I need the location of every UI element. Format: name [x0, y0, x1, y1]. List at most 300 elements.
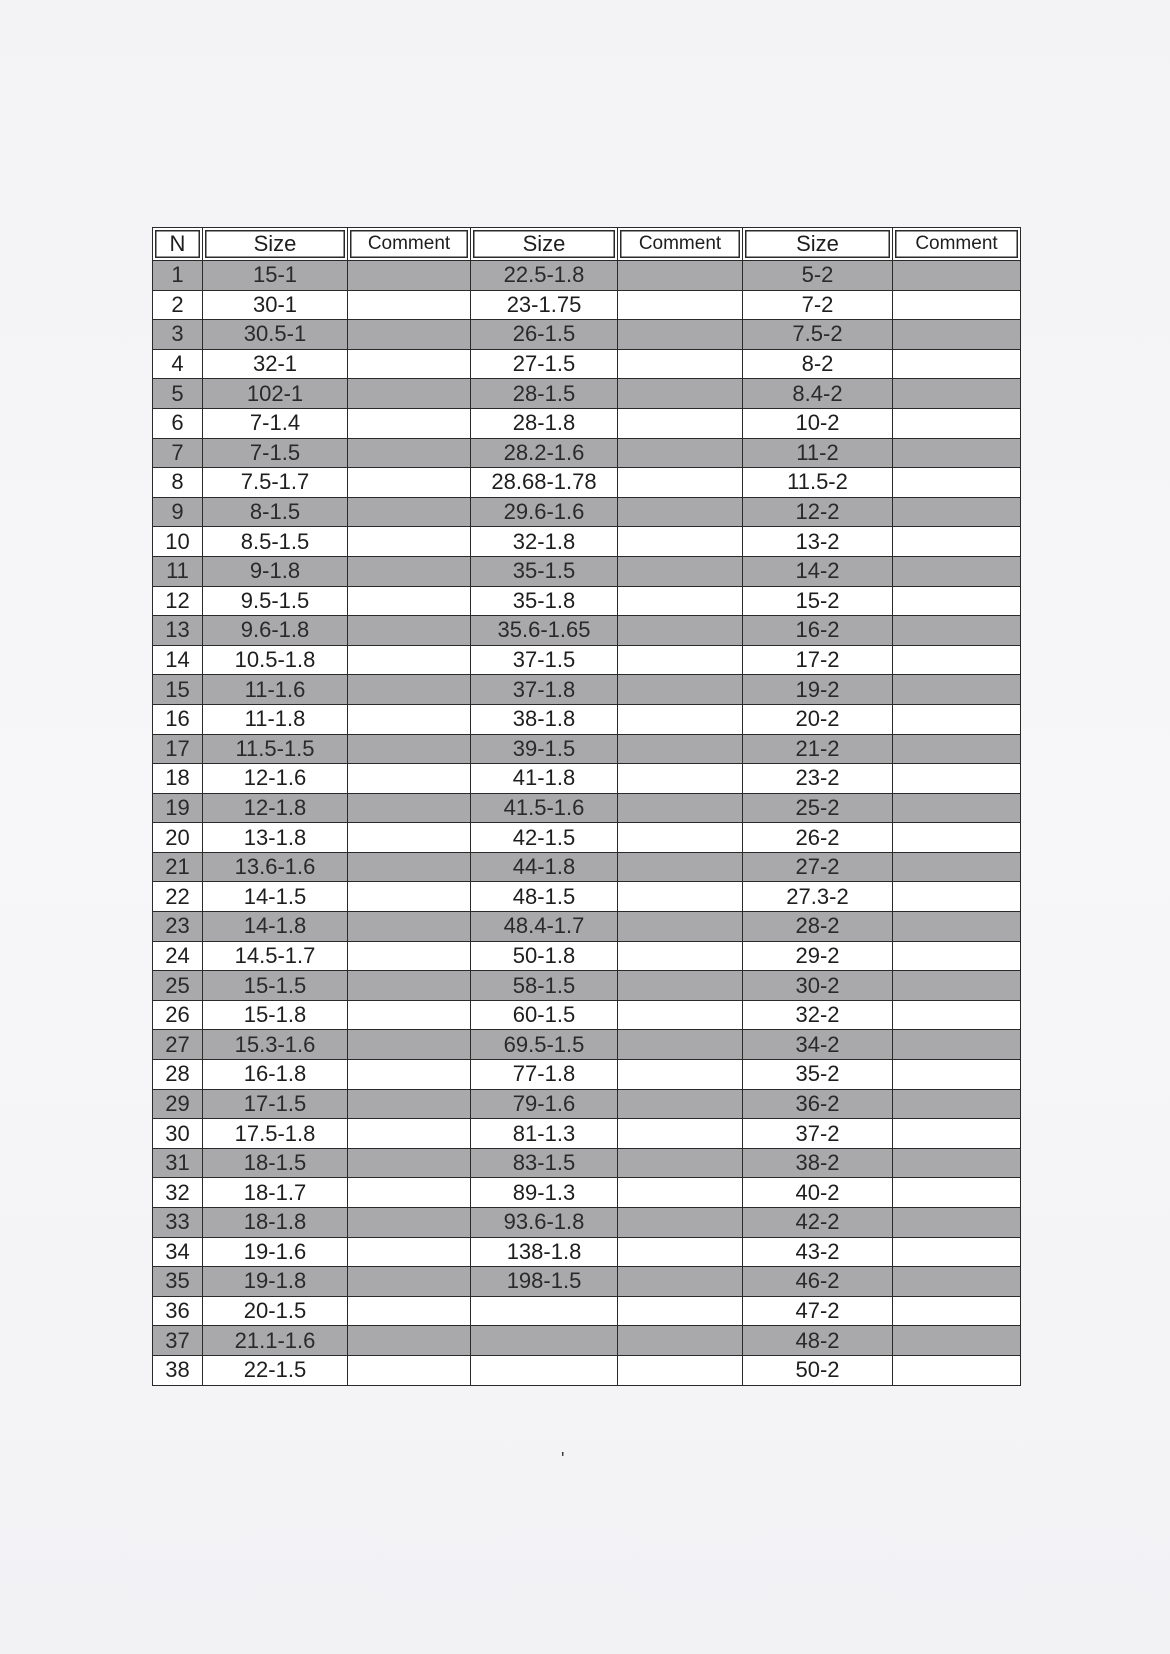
cell-comment-2[interactable]	[618, 556, 743, 586]
cell-comment-2[interactable]	[618, 408, 743, 438]
table-row	[153, 1089, 1021, 1119]
cell-size-2: 60-1.5	[471, 1000, 618, 1030]
cell-size-1: 14-1.8	[203, 912, 348, 942]
cell-comment-2[interactable]	[618, 320, 743, 350]
cell-size-1: 21.1-1.6	[203, 1326, 348, 1356]
cell-comment-3[interactable]	[893, 941, 1021, 971]
cell-n: 8	[153, 468, 203, 498]
table-row	[153, 556, 1021, 586]
cell-size-1: 15-1.8	[203, 1000, 348, 1030]
cell-size-3: 34-2	[743, 1030, 893, 1060]
cell-comment-1[interactable]	[348, 1267, 471, 1297]
cell-size-2: 28.2-1.6	[471, 438, 618, 468]
cell-size-2: 28-1.8	[471, 408, 618, 438]
cell-n: 25	[153, 971, 203, 1001]
cell-n: 13	[153, 616, 203, 646]
table-row	[153, 764, 1021, 794]
cell-comment-3[interactable]	[893, 1208, 1021, 1238]
cell-size-3: 27-2	[743, 852, 893, 882]
cell-comment-1[interactable]	[348, 349, 471, 379]
cell-comment-2[interactable]	[618, 497, 743, 527]
table-row	[153, 1030, 1021, 1060]
cell-size-2: 23-1.75	[471, 290, 618, 320]
cell-comment-2[interactable]	[618, 290, 743, 320]
cell-n: 27	[153, 1030, 203, 1060]
cell-size-2: 38-1.8	[471, 704, 618, 734]
cell-comment-3[interactable]	[893, 497, 1021, 527]
table-row	[153, 468, 1021, 498]
cell-comment-2[interactable]	[618, 1000, 743, 1030]
cell-comment-2[interactable]	[618, 1030, 743, 1060]
cell-n: 37	[153, 1326, 203, 1356]
cell-comment-3[interactable]	[893, 1296, 1021, 1326]
header-size-3: Size	[743, 228, 893, 261]
cell-comment-1[interactable]	[348, 1060, 471, 1090]
header-comment-2: Comment	[618, 228, 743, 261]
cell-size-2: 35-1.5	[471, 556, 618, 586]
cell-comment-1[interactable]	[348, 912, 471, 942]
table-row	[153, 1060, 1021, 1090]
cell-comment-1[interactable]	[348, 1237, 471, 1267]
cell-size-1: 17-1.5	[203, 1089, 348, 1119]
cell-n: 38	[153, 1355, 203, 1385]
cell-comment-3[interactable]	[893, 1000, 1021, 1030]
table-row	[153, 379, 1021, 409]
cell-size-3: 29-2	[743, 941, 893, 971]
cell-comment-2[interactable]	[618, 527, 743, 557]
table-row	[153, 438, 1021, 468]
cell-comment-1[interactable]	[348, 852, 471, 882]
cell-size-1: 8.5-1.5	[203, 527, 348, 557]
cell-size-2: 27-1.5	[471, 349, 618, 379]
cell-comment-3[interactable]	[893, 1237, 1021, 1267]
table-row	[153, 261, 1021, 291]
cell-comment-1[interactable]	[348, 468, 471, 498]
table-row	[153, 320, 1021, 350]
cell-size-1: 15-1.5	[203, 971, 348, 1001]
cell-n: 30	[153, 1119, 203, 1149]
table-row	[153, 882, 1021, 912]
cell-size-3: 20-2	[743, 704, 893, 734]
cell-comment-1[interactable]	[348, 882, 471, 912]
cell-size-3: 17-2	[743, 645, 893, 675]
cell-size-1: 11.5-1.5	[203, 734, 348, 764]
cell-size-3: 21-2	[743, 734, 893, 764]
cell-size-3: 27.3-2	[743, 882, 893, 912]
cell-size-1: 11-1.8	[203, 704, 348, 734]
cell-comment-3[interactable]	[893, 704, 1021, 734]
cell-size-1: 18-1.8	[203, 1208, 348, 1238]
cell-comment-3[interactable]	[893, 320, 1021, 350]
table-body	[153, 261, 1021, 1386]
cell-comment-1[interactable]	[348, 675, 471, 705]
cell-comment-3[interactable]	[893, 556, 1021, 586]
cell-n: 15	[153, 675, 203, 705]
cell-comment-2[interactable]	[618, 438, 743, 468]
table-row	[153, 497, 1021, 527]
cell-size-3: 36-2	[743, 1089, 893, 1119]
cell-comment-1[interactable]	[348, 586, 471, 616]
table-row	[153, 1237, 1021, 1267]
cell-size-3: 16-2	[743, 616, 893, 646]
cell-size-3: 26-2	[743, 823, 893, 853]
cell-comment-3[interactable]	[893, 349, 1021, 379]
cell-size-2: 93.6-1.8	[471, 1208, 618, 1238]
cell-n: 17	[153, 734, 203, 764]
cell-n: 14	[153, 645, 203, 675]
cell-size-1: 30.5-1	[203, 320, 348, 350]
cell-size-2: 198-1.5	[471, 1267, 618, 1297]
cell-n: 19	[153, 793, 203, 823]
cell-comment-1[interactable]	[348, 941, 471, 971]
cell-size-2: 37-1.8	[471, 675, 618, 705]
cell-comment-2[interactable]	[618, 971, 743, 1001]
cell-size-2: 28.68-1.78	[471, 468, 618, 498]
cell-size-3: 30-2	[743, 971, 893, 1001]
cell-size-2: 48-1.5	[471, 882, 618, 912]
cell-n: 24	[153, 941, 203, 971]
cell-comment-2[interactable]	[618, 941, 743, 971]
cell-n: 16	[153, 704, 203, 734]
header-row	[153, 228, 1021, 261]
cell-size-3: 37-2	[743, 1119, 893, 1149]
cell-size-2: 42-1.5	[471, 823, 618, 853]
cell-size-2: 29.6-1.6	[471, 497, 618, 527]
cell-comment-1[interactable]	[348, 1326, 471, 1356]
table-row	[153, 527, 1021, 557]
table-row	[153, 586, 1021, 616]
cell-comment-2[interactable]	[618, 379, 743, 409]
cell-comment-1[interactable]	[348, 1089, 471, 1119]
cell-size-1: 15-1	[203, 261, 348, 291]
table-row	[153, 912, 1021, 942]
cell-comment-1[interactable]	[348, 1296, 471, 1326]
cell-size-3: 13-2	[743, 527, 893, 557]
cell-comment-2[interactable]	[618, 852, 743, 882]
cell-size-2: 44-1.8	[471, 852, 618, 882]
cell-size-3: 11.5-2	[743, 468, 893, 498]
cell-comment-2[interactable]	[618, 1355, 743, 1385]
cell-comment-1[interactable]	[348, 1119, 471, 1149]
cell-size-3: 14-2	[743, 556, 893, 586]
table-row	[153, 1296, 1021, 1326]
cell-size-2: 32-1.8	[471, 527, 618, 557]
cell-comment-3[interactable]	[893, 645, 1021, 675]
cell-comment-3[interactable]	[893, 261, 1021, 291]
cell-size-2: 39-1.5	[471, 734, 618, 764]
cell-comment-1[interactable]	[348, 616, 471, 646]
cell-comment-1[interactable]	[348, 320, 471, 350]
cell-size-2: 41.5-1.6	[471, 793, 618, 823]
cell-comment-1[interactable]	[348, 527, 471, 557]
cell-comment-1[interactable]	[348, 1208, 471, 1238]
cell-n: 35	[153, 1267, 203, 1297]
cell-size-3: 40-2	[743, 1178, 893, 1208]
size-sheet	[152, 227, 1020, 1386]
cell-n: 31	[153, 1148, 203, 1178]
cell-size-2: 58-1.5	[471, 971, 618, 1001]
cell-size-1: 10.5-1.8	[203, 645, 348, 675]
cell-comment-3[interactable]	[893, 1267, 1021, 1297]
cell-size-1: 102-1	[203, 379, 348, 409]
cell-size-2: 35-1.8	[471, 586, 618, 616]
cell-comment-2[interactable]	[618, 616, 743, 646]
cell-comment-1[interactable]	[348, 645, 471, 675]
cell-size-2: 37-1.5	[471, 645, 618, 675]
table-row	[153, 408, 1021, 438]
cell-size-3: 32-2	[743, 1000, 893, 1030]
cell-comment-3[interactable]	[893, 1326, 1021, 1356]
cell-comment-3[interactable]	[893, 882, 1021, 912]
cell-comment-3[interactable]	[893, 971, 1021, 1001]
cell-comment-3[interactable]	[893, 408, 1021, 438]
cell-comment-3[interactable]	[893, 912, 1021, 942]
cell-size-2: 50-1.8	[471, 941, 618, 971]
table-row	[153, 734, 1021, 764]
table-row	[153, 645, 1021, 675]
cell-comment-2[interactable]	[618, 1148, 743, 1178]
cell-comment-2[interactable]	[618, 1060, 743, 1090]
cell-comment-2[interactable]	[618, 1237, 743, 1267]
cell-comment-3[interactable]	[893, 1060, 1021, 1090]
cell-comment-3[interactable]	[893, 852, 1021, 882]
cell-n: 23	[153, 912, 203, 942]
header-n: N	[153, 228, 203, 261]
cell-size-1: 7-1.4	[203, 408, 348, 438]
cell-size-3: 8-2	[743, 349, 893, 379]
cell-size-1: 7-1.5	[203, 438, 348, 468]
cell-comment-1[interactable]	[348, 734, 471, 764]
cell-comment-2[interactable]	[618, 704, 743, 734]
cell-size-1: 12-1.6	[203, 764, 348, 794]
cell-size-3: 35-2	[743, 1060, 893, 1090]
cell-n: 9	[153, 497, 203, 527]
table-row	[153, 704, 1021, 734]
table-row	[153, 290, 1021, 320]
table-row	[153, 793, 1021, 823]
header-size-2: Size	[471, 228, 618, 261]
cell-comment-3[interactable]	[893, 1089, 1021, 1119]
cell-n: 10	[153, 527, 203, 557]
cell-size-1: 9.6-1.8	[203, 616, 348, 646]
cell-comment-3[interactable]	[893, 290, 1021, 320]
cell-n: 5	[153, 379, 203, 409]
cell-size-2: 77-1.8	[471, 1060, 618, 1090]
cell-n: 6	[153, 408, 203, 438]
cell-size-1: 22-1.5	[203, 1355, 348, 1385]
cell-comment-1[interactable]	[348, 823, 471, 853]
cell-n: 2	[153, 290, 203, 320]
cell-comment-3[interactable]	[893, 1355, 1021, 1385]
cell-size-1: 15.3-1.6	[203, 1030, 348, 1060]
cell-n: 12	[153, 586, 203, 616]
cell-size-2: 48.4-1.7	[471, 912, 618, 942]
cell-comment-3[interactable]	[893, 1119, 1021, 1149]
cell-comment-3[interactable]	[893, 1030, 1021, 1060]
cell-size-3: 12-2	[743, 497, 893, 527]
cell-comment-3[interactable]	[893, 438, 1021, 468]
cell-size-3: 48-2	[743, 1326, 893, 1356]
cell-comment-3[interactable]	[893, 1178, 1021, 1208]
cell-comment-3[interactable]	[893, 468, 1021, 498]
cell-comment-3[interactable]	[893, 616, 1021, 646]
cell-comment-2[interactable]	[618, 882, 743, 912]
cell-comment-2[interactable]	[618, 261, 743, 291]
cell-size-3: 7-2	[743, 290, 893, 320]
cell-n: 1	[153, 261, 203, 291]
cell-size-3: 46-2	[743, 1267, 893, 1297]
cell-size-3: 23-2	[743, 764, 893, 794]
cell-comment-1[interactable]	[348, 1030, 471, 1060]
table-row	[153, 971, 1021, 1001]
cell-comment-3[interactable]	[893, 675, 1021, 705]
cell-n: 3	[153, 320, 203, 350]
table-row	[153, 1178, 1021, 1208]
cell-size-2: 81-1.3	[471, 1119, 618, 1149]
footer-mark: '	[561, 1449, 565, 1469]
cell-comment-2[interactable]	[618, 793, 743, 823]
cell-n: 28	[153, 1060, 203, 1090]
cell-size-2: 79-1.6	[471, 1089, 618, 1119]
cell-n: 21	[153, 852, 203, 882]
cell-size-2: 26-1.5	[471, 320, 618, 350]
header-comment-3: Comment	[893, 228, 1021, 261]
cell-comment-2[interactable]	[618, 734, 743, 764]
cell-size-3: 42-2	[743, 1208, 893, 1238]
cell-size-3: 8.4-2	[743, 379, 893, 409]
table-row	[153, 1119, 1021, 1149]
cell-size-2: 138-1.8	[471, 1237, 618, 1267]
cell-comment-1[interactable]	[348, 704, 471, 734]
cell-comment-2[interactable]	[618, 764, 743, 794]
cell-comment-2[interactable]	[618, 645, 743, 675]
cell-n: 32	[153, 1178, 203, 1208]
cell-comment-2[interactable]	[618, 675, 743, 705]
cell-size-1: 13-1.8	[203, 823, 348, 853]
cell-size-1: 8-1.5	[203, 497, 348, 527]
cell-comment-2[interactable]	[618, 1326, 743, 1356]
table-row	[153, 1355, 1021, 1385]
cell-comment-3[interactable]	[893, 527, 1021, 557]
cell-comment-2[interactable]	[618, 1296, 743, 1326]
cell-size-1: 19-1.8	[203, 1267, 348, 1297]
cell-comment-2[interactable]	[618, 1089, 743, 1119]
cell-size-3: 5-2	[743, 261, 893, 291]
cell-comment-1[interactable]	[348, 971, 471, 1001]
cell-comment-2[interactable]	[618, 586, 743, 616]
cell-comment-3[interactable]	[893, 764, 1021, 794]
table-row	[153, 1208, 1021, 1238]
table-row	[153, 349, 1021, 379]
cell-comment-2[interactable]	[618, 1267, 743, 1297]
cell-size-1: 7.5-1.7	[203, 468, 348, 498]
cell-comment-2[interactable]	[618, 1178, 743, 1208]
cell-comment-3[interactable]	[893, 586, 1021, 616]
cell-size-2: 28-1.5	[471, 379, 618, 409]
cell-size-3: 15-2	[743, 586, 893, 616]
cell-size-2: 35.6-1.65	[471, 616, 618, 646]
cell-comment-2[interactable]	[618, 823, 743, 853]
cell-size-1: 17.5-1.8	[203, 1119, 348, 1149]
cell-comment-2[interactable]	[618, 1119, 743, 1149]
cell-size-3: 47-2	[743, 1296, 893, 1326]
cell-size-1: 30-1	[203, 290, 348, 320]
cell-size-1: 18-1.7	[203, 1178, 348, 1208]
cell-size-2	[471, 1326, 618, 1356]
cell-comment-1[interactable]	[348, 1178, 471, 1208]
cell-comment-1[interactable]	[348, 793, 471, 823]
header-size-1: Size	[203, 228, 348, 261]
cell-comment-1[interactable]	[348, 556, 471, 586]
cell-size-3: 43-2	[743, 1237, 893, 1267]
cell-size-1: 12-1.8	[203, 793, 348, 823]
table-row	[153, 616, 1021, 646]
cell-size-2	[471, 1296, 618, 1326]
table-row	[153, 1267, 1021, 1297]
cell-comment-1[interactable]	[348, 290, 471, 320]
cell-size-1: 19-1.6	[203, 1237, 348, 1267]
cell-size-2	[471, 1355, 618, 1385]
cell-size-1: 14-1.5	[203, 882, 348, 912]
cell-size-2: 89-1.3	[471, 1178, 618, 1208]
cell-comment-3[interactable]	[893, 734, 1021, 764]
cell-comment-2[interactable]	[618, 468, 743, 498]
cell-size-1: 18-1.5	[203, 1148, 348, 1178]
cell-size-1: 32-1	[203, 349, 348, 379]
cell-size-1: 9-1.8	[203, 556, 348, 586]
cell-size-3: 19-2	[743, 675, 893, 705]
cell-size-3: 10-2	[743, 408, 893, 438]
cell-size-3: 11-2	[743, 438, 893, 468]
cell-size-3: 28-2	[743, 912, 893, 942]
cell-n: 4	[153, 349, 203, 379]
table-row	[153, 941, 1021, 971]
cell-n: 33	[153, 1208, 203, 1238]
cell-comment-2[interactable]	[618, 349, 743, 379]
cell-comment-1[interactable]	[348, 1000, 471, 1030]
cell-n: 22	[153, 882, 203, 912]
cell-size-2: 41-1.8	[471, 764, 618, 794]
cell-size-1: 11-1.6	[203, 675, 348, 705]
table-row	[153, 1326, 1021, 1356]
cell-comment-1[interactable]	[348, 764, 471, 794]
cell-comment-1[interactable]	[348, 408, 471, 438]
cell-comment-3[interactable]	[893, 379, 1021, 409]
cell-n: 26	[153, 1000, 203, 1030]
cell-size-1: 20-1.5	[203, 1296, 348, 1326]
cell-comment-1[interactable]	[348, 438, 471, 468]
cell-comment-1[interactable]	[348, 1148, 471, 1178]
cell-size-2: 22.5-1.8	[471, 261, 618, 291]
cell-comment-2[interactable]	[618, 912, 743, 942]
cell-comment-1[interactable]	[348, 497, 471, 527]
cell-size-3: 50-2	[743, 1355, 893, 1385]
cell-comment-1[interactable]	[348, 379, 471, 409]
table-row	[153, 823, 1021, 853]
cell-comment-2[interactable]	[618, 1208, 743, 1238]
cell-comment-3[interactable]	[893, 1148, 1021, 1178]
cell-size-3: 25-2	[743, 793, 893, 823]
cell-comment-3[interactable]	[893, 823, 1021, 853]
cell-comment-3[interactable]	[893, 793, 1021, 823]
cell-size-2: 83-1.5	[471, 1148, 618, 1178]
cell-comment-1[interactable]	[348, 261, 471, 291]
cell-comment-1[interactable]	[348, 1355, 471, 1385]
cell-n: 29	[153, 1089, 203, 1119]
cell-size-1: 16-1.8	[203, 1060, 348, 1090]
cell-size-1: 13.6-1.6	[203, 852, 348, 882]
cell-size-1: 14.5-1.7	[203, 941, 348, 971]
